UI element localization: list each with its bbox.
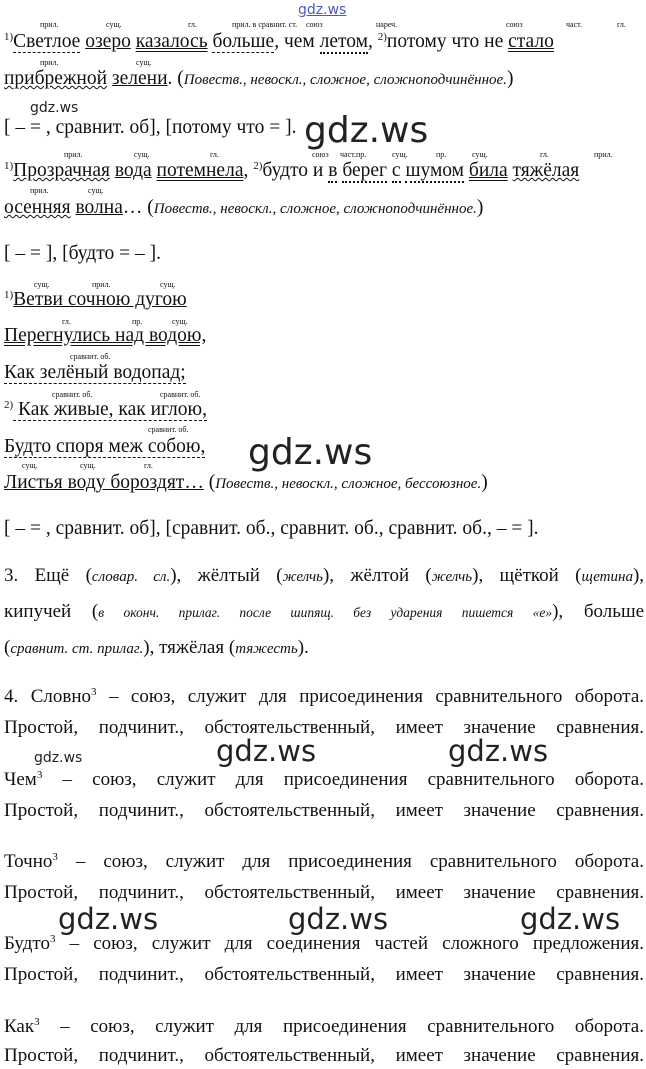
watermark-mid: gdz.ws [288,902,389,936]
pos-note: прил. [40,20,59,29]
sentence-1-line-2: прибрежной зелени. (Повеств., невоскл., сложное, сложноподчинённое.) [4,68,514,89]
pos-note: прил. [40,58,59,67]
pos-note: част. [566,20,583,29]
task-4-item-line-2: Простой, подчинит., обстоятельственный, имеет значение сравнения. [4,882,644,903]
task-4-item-line-2: Простой, подчинит., обстоятельственный, имеет значение сравнения. [4,1045,644,1066]
pos-note: нареч. [376,20,398,29]
pos-note: пр. [132,317,143,326]
pos-note: част.пр. [340,150,367,159]
pos-note: сущ. [172,317,188,326]
pos-note: прил. [30,186,49,195]
watermark-mid: gdz.ws [448,734,549,768]
pos-note: гл. [144,461,153,470]
pos-note: союз [306,20,323,29]
task-4-item-line-1: Будто$^3$ – союз, служит для соединения частей сложного предложения. [4,933,644,954]
sentence-1-line-1: $^{1)}$Светлое озеро казалось больше, чем летом, $^{2)}$потому что не стало [4,31,554,52]
pos-note: гл. [188,20,197,29]
task-3-line-1: 3. Ещё (словар. сл.), жёлтый (желчь), жёлтой (желчь), щёткой (щетина), [4,565,645,586]
watermark-large: gdz.ws [248,432,373,473]
pos-note: прил. [594,150,613,159]
watermark-top[interactable]: gdz.ws [298,2,347,18]
poem-line-1: $^{1)}$Ветви сочною дугою [4,289,187,310]
pos-note: сущ. [80,461,96,470]
pos-note: сущ. [160,280,176,289]
pos-note: сущ. [392,150,408,159]
pos-note: гл. [540,150,549,159]
task-3-line-2: кипучей (в оконч. прилаг. после шипящ. без ударения пишется «е»), больше [4,601,645,622]
poem-line-2: Перегнулись над водою, [4,325,207,346]
pos-note: сравнит. об. [70,352,111,361]
sentence-2-line-1: $^{1)}$Прозрачная вода потемнела, $^{2)}$будто и в берег с шумом била тяжёлая [4,160,580,181]
pos-note: гл. [617,20,626,29]
task-4-item-line-1: 4. Словно$^3$ – союз, служит для присоединения сравнительного оборота. [4,686,644,707]
pos-note: сущ. [22,461,38,470]
pos-note: сущ. [134,150,150,159]
poem-line-5: Будто споря меж собою, [4,436,206,457]
pos-note: сущ. [88,186,104,195]
task-4-item-line-2: Простой, подчинит., обстоятельственный, имеет значение сравнения. [4,800,644,821]
watermark-mid: gdz.ws [216,734,317,768]
watermark-large: gdz.ws [304,110,429,151]
sentence-1-scheme: [ – = , сравнит. об], [потому что = ]. [4,117,297,138]
poem-line-3: Как зелёный водопад; [4,362,186,383]
task-4-item-line-2: Простой, подчинит., обстоятельственный, имеет значение сравнения. [4,964,644,985]
pos-note: сравнит. об. [160,390,201,399]
pos-note: сущ. [106,20,122,29]
pos-note: прил. в сравнит. ст. [232,20,298,29]
poem-scheme: [ – = , сравнит. об], [сравнит. об., сравнит. об., сравнит. об., – = ]. [4,518,539,539]
sentence-2-line-2: осенняя волна… (Повеств., невоскл., сложное, сложноподчинённое.) [4,197,484,218]
task-4-item-line-1: Чем$^3$ – союз, служит для присоединения сравнительного оборота. [4,769,644,790]
watermark-mid: gdz.ws [520,902,621,936]
pos-note: гл. [62,317,71,326]
poem-line-6: Листья воду бороздят… (Повеств., невоскл., сложное, бессоюзное.) [4,472,488,493]
pos-note: прил. [64,150,83,159]
pos-note: пр. [436,150,447,159]
task-4-item-line-1: Как$^3$ – союз, служит для присоединения сравнительного оборота. [4,1016,644,1037]
pos-note: сущ. [34,280,50,289]
pos-note: сравнит. об. [148,425,189,434]
pos-note: сущ. [472,150,488,159]
task-3-line-3: (сравнит. ст. прилаг.), тяжёлая (тяжесть). [4,637,309,658]
poem-line-4: $^{2)}$ Как живые, как иглою, [4,399,207,420]
pos-note: союз [312,150,329,159]
watermark-small: gdz.ws [34,750,83,766]
pos-note: союз [506,20,523,29]
watermark-mid: gdz.ws [58,902,159,936]
watermark-small: gdz.ws [30,100,79,116]
pos-note: сущ. [136,58,152,67]
pos-note: прил. [92,280,111,289]
task-4-item-line-1: Точно$^3$ – союз, служит для присоединения сравнительного оборота. [4,851,644,872]
sentence-2-scheme: [ – = ], [будто = – ]. [4,243,161,264]
task-4-item-line-2: Простой, подчинит., обстоятельственный, имеет значение сравнения. [4,717,644,738]
pos-note: гл. [210,150,219,159]
pos-note: сравнит. об. [52,390,93,399]
